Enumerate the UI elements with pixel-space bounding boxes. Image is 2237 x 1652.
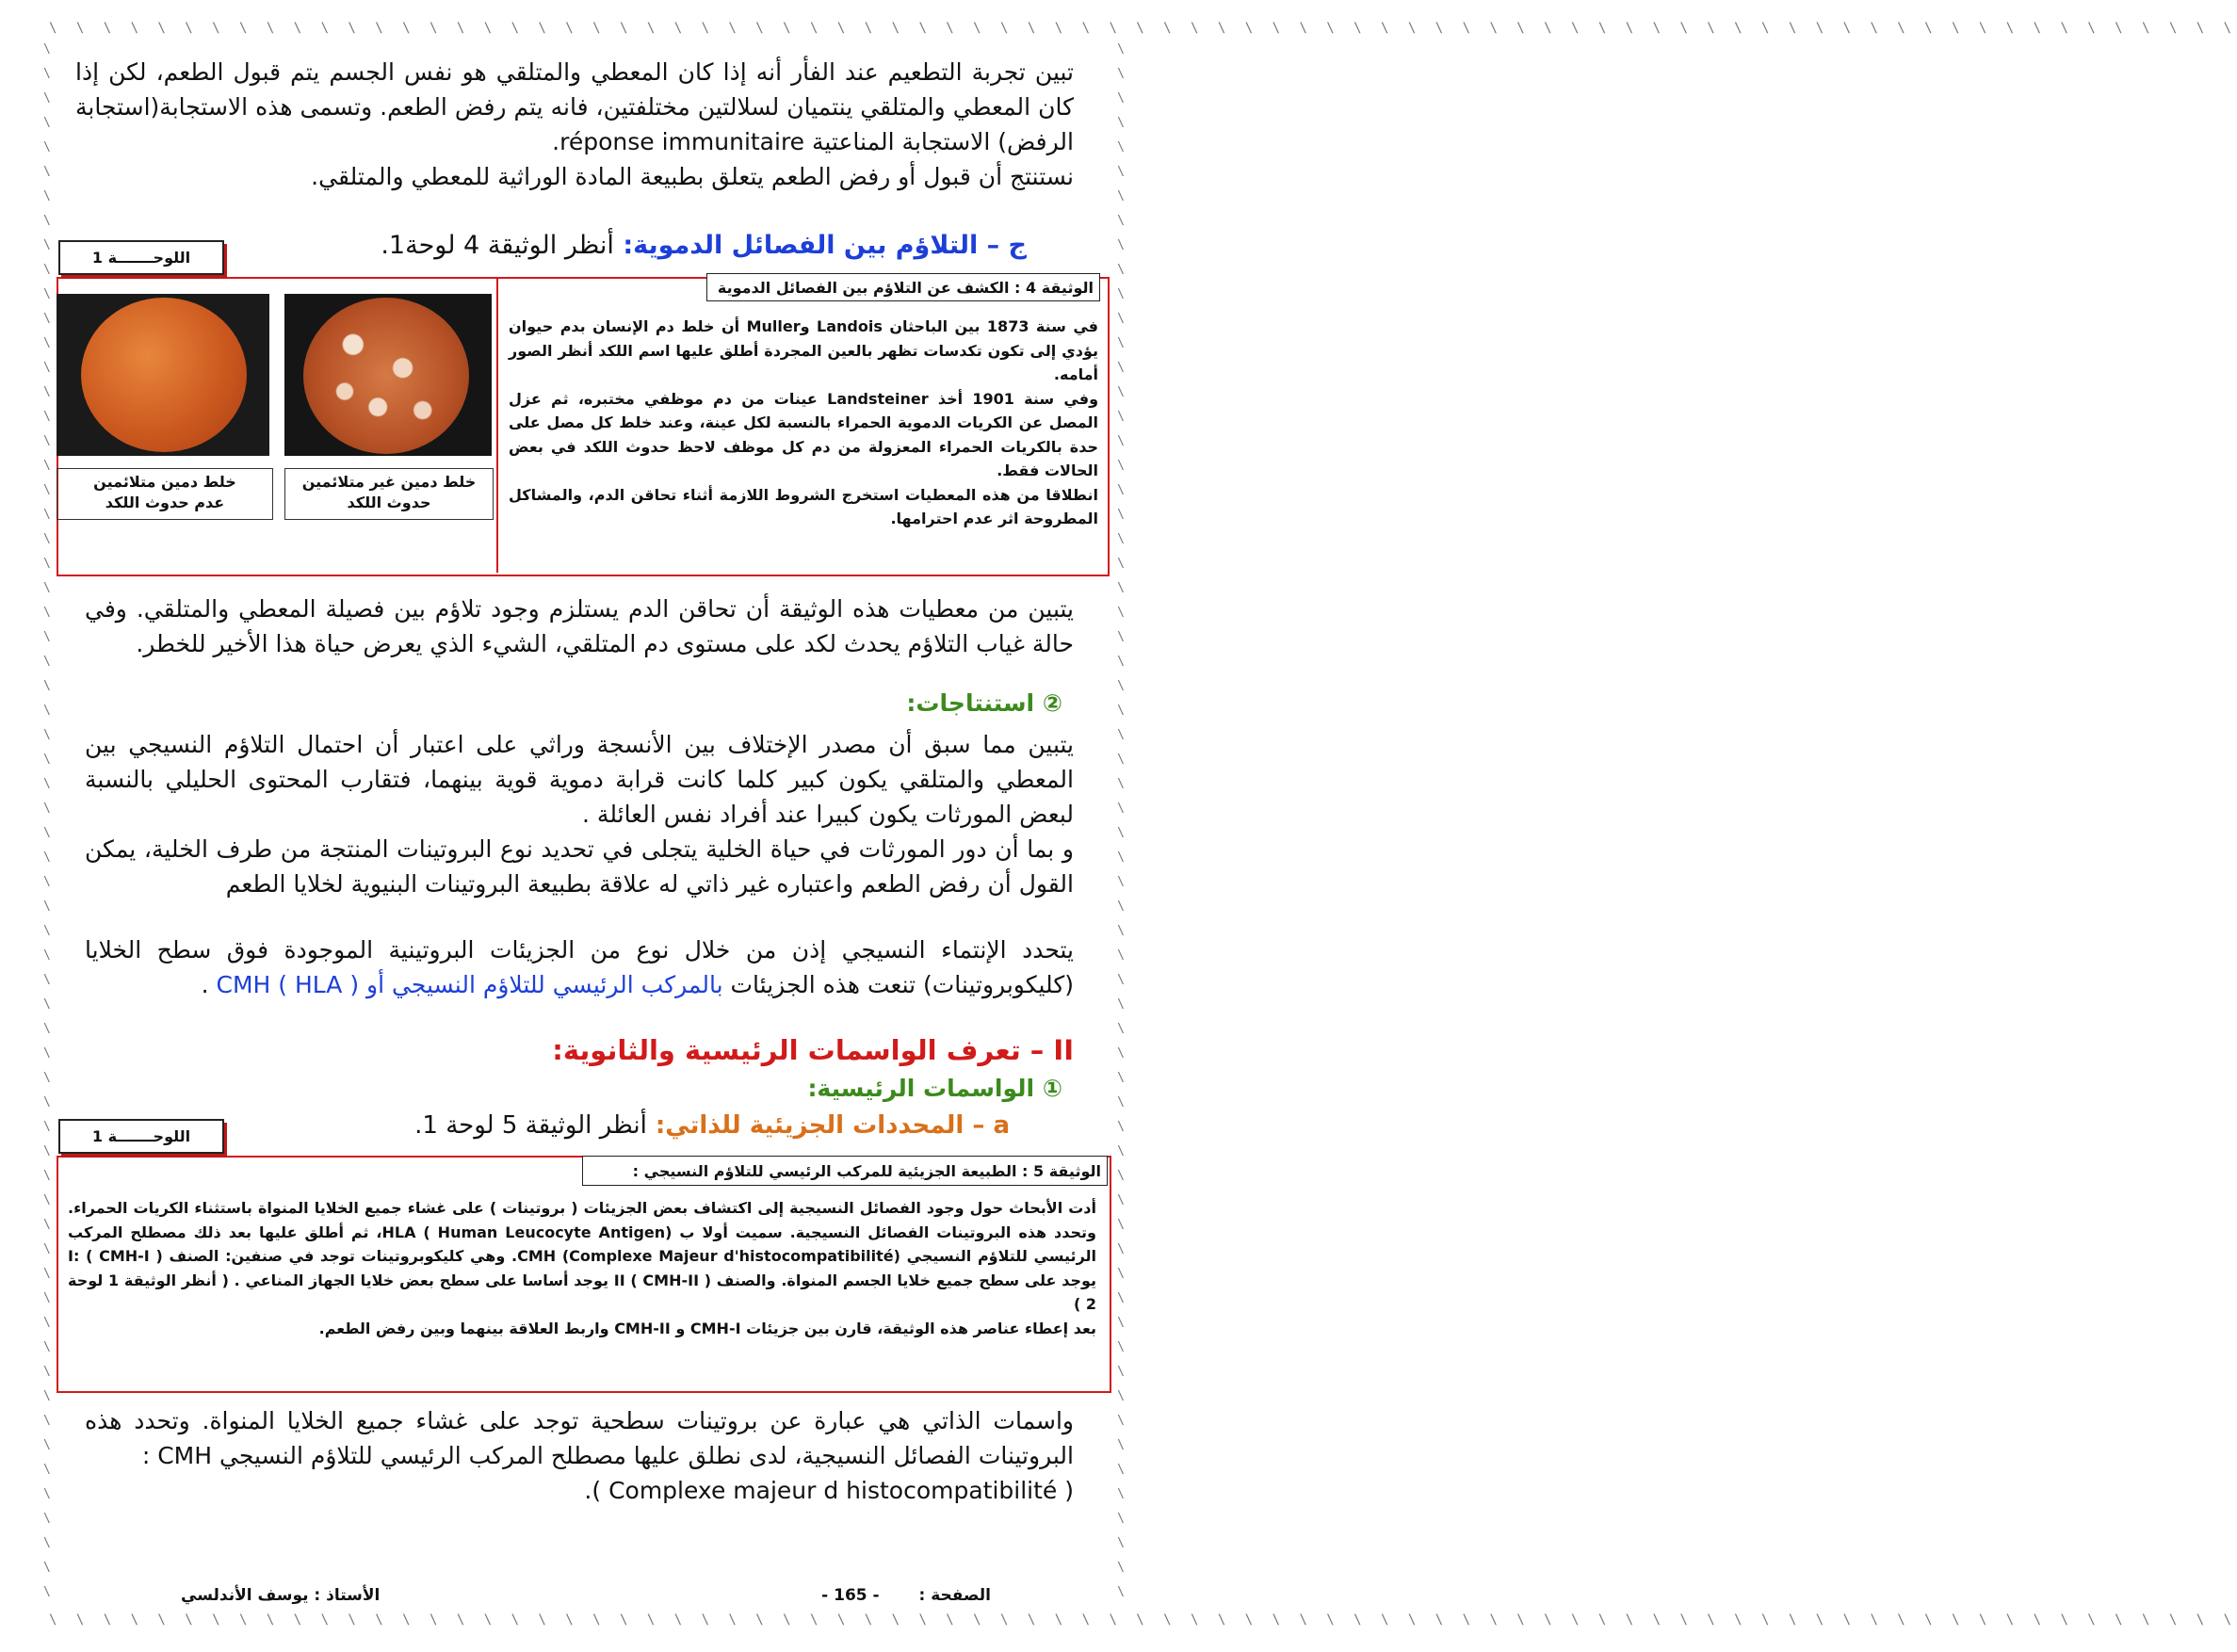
conclusions-text-3a: يتحدد الإنتماء النسيجي إذن من خلال نوع من الجزيئات البروتينية الموجودة فوق سطح الخلايا (كليكوبروتينات) تنعت هذه الجزيئات [85, 936, 1074, 998]
conclusions-title: استنتاجات: [906, 689, 1035, 717]
caption-compatible [57, 468, 273, 520]
frame-bottom-border: \ \ \ \ \ \ \ \ \ \ \ \ \ \ \ \ \ \ \ \ \ \ \ \ \ \ \ \ \ \ \ \ \ \ \ \ \ \ \ \ \ \ \ \ \ \ \ \ \ \ \ \ \ \ \ \ \ \ \ \ \ \ \ \ \ \ \ \ \ \ \ \ \ \ \ \ \ \ \ \ \ [49, 1612, 2237, 1628]
section-a-heading [414, 1111, 1010, 1140]
page-label: الصفحة : [918, 1586, 991, 1605]
conclusions-text-1: يتبين مما سبق أن مصدر الإختلاف بين الأنسجة وراثي على اعتبار أن احتمال التلاؤم النسيجي بين المعطي والمتلقي يكون كبير كلما كانت قرابة دموية قوية بينهما، فتقارب المحتوى الحليلي بالنسبة لبعض المورثات يكون كبيرا عند أفراد نفس العائلة . [85, 731, 1074, 828]
intro-text-1: تبين تجربة التطعيم عند الفأر أنه إذا كان المعطي والمتلقي هو نفس الجسم يتم قبول الطعم، لكن إذا كان المعطي والمتلقي ينتميان لسلالتين مختلفتين، فانه يتم رفض الطعم. وتسمى هذه الاستجابة(استجابة الرفض) الاستجابة المناعتية réponse immunitaire. [75, 58, 1074, 155]
photo-compatible-blood-image [81, 298, 247, 452]
document-5-text [68, 1196, 1096, 1340]
document-4-divider [496, 279, 498, 573]
board-2-tag: اللوحـــــــة 1 [58, 1119, 224, 1154]
intro-paragraph [75, 55, 1074, 194]
frame-left-border: \ \ \ \ \ \ \ \ \ \ \ \ \ \ \ \ \ \ \ \ \ \ \ \ \ \ \ \ \ \ \ \ \ \ \ \ \ \ \ \ \ \ \ \ \ \ \ \ \ \ \ \ \ \ \ \ \ \ \ \ \ \ \ \ [43, 42, 51, 1599]
document-4-title: الوثيقة 4 : الكشف عن التلاؤم بين الفصائل الدموية [706, 273, 1100, 301]
section-a-title: a – المحددات الجزيئية للذاتي: [655, 1111, 1010, 1140]
main-markers-title: الواسمات الرئيسية: [807, 1075, 1035, 1102]
document-5-body: أدت الأبحاث حول وجود الفصائل النسيجية إلى اكتشاف بعض الجزيئات ( بروتينات ) على غشاء جميع الخلايا المنواة باستثناء الكريات الحمراء. وتحدد هذه البروتينات الفصائل النسيجية. سميت أولا ب HLA ( Human Leucocyte Antigen)، ثم أطلق عليها بعد ذلك مصطلح المركب الرئيسي للتلاؤم النسيجي CMH (Complexe Majeur d'histocompatibilité). وهي كليكوبروتينات توجد في صنفين: الصنف I: ( CMH-I ) يوجد على سطح جميع خلايا الجسم المنواة. والصنف II ( CMH-II ) يوجد أساسا على سطح بعض خلايا الجهاز المناعي . ( أنظر الوثيقة 1 لوحة 2 ) [68, 1199, 1097, 1313]
caption-compatible-line-2: عدم حدوث اللكد [105, 494, 225, 511]
cmh-hla-term: بالمركب الرئيسي للتلاؤم النسيجي أو CMH ( HLA ) [216, 971, 723, 998]
conclusions-text-3c: . [201, 971, 217, 998]
document-4-text [509, 315, 1098, 531]
page-number: - 165 - [821, 1586, 880, 1605]
section-II-heading: II – تعرف الواسمات الرئيسية والثانوية: [552, 1034, 1074, 1066]
caption-compatible-line-1: خلط دمين متلائمين [93, 473, 236, 491]
section-j-title: ج – التلاؤم بين الفصائل الدموية: [623, 231, 1027, 260]
closing-text-1: واسمات الذاتي هي عبارة عن بروتينات سطحية توجد على غشاء جميع الخلايا المنواة. وتحدد هذه البروتينات الفصائل النسيجية، لدى نطلق عليها مصطلح المركب الرئيسي للتلاؤم النسيجي CMH : [85, 1407, 1074, 1469]
caption-incompatible-line-2: حدوث اللكد [347, 494, 431, 511]
document-4-text-1: في سنة 1873 بين الباحثان Landois وMuller أن خلط دم الإنسان بدم حيوان يؤدي إلى تكون تكدسات تظهر بالعين المجردة أطلق عليها اسم اللكد أنظر الصور أمامه. [509, 317, 1098, 383]
conclusions-heading [906, 689, 1062, 717]
conclusions-number: ② [1042, 689, 1062, 717]
intro-text-2: نستنتج أن قبول أو رفض الطعم يتعلق بطبيعة المادة الوراثية للمعطي والمتلقي. [311, 163, 1074, 190]
caption-incompatible [284, 468, 494, 520]
conclusions-text-2: و بما أن دور المورثات في حياة الخلية يتجلى في تحديد نوع البروتينات المنتجة من طرف الخلية، يمكن القول أن رفض الطعم واعتباره غير ذاتي له علاقة بطبيعة البروتينات البنيوية لخلايا الطعم [85, 835, 1074, 898]
document-4-text-3: انطلاقا من هذه المعطيات استخرج الشروط اللازمة أثناء تحاقن الدم، والمشاكل المطروحة اثر عدم احترامها. [509, 485, 1098, 527]
conclusions-paragraph [85, 727, 1074, 901]
board-1-tag: اللوحـــــــة 1 [58, 240, 224, 275]
document-4-text-2: وفي سنة 1901 أخذ Landsteiner عينات من دم موظفي مختبره، ثم عزل المصل عن الكريات الدموية الحمراء بالنسبة لكل عينة، وعند خلط كل مصل على حدة بالكريات الحمراء المعزولة من دم كل موظف لاحظ حدوث اللكد في بعض الحالات فقط. [509, 389, 1099, 479]
section-j-heading [381, 231, 1027, 260]
document-5-task: بعد إعطاء عناصر هذه الوثيقة، قارن بين جزيئات CMH-I و CMH-II واربط العلاقة بينهما وبين رفض الطعم. [318, 1319, 1096, 1337]
photo-incompatible-blood-image [303, 298, 469, 454]
frame-right-border: \ \ \ \ \ \ \ \ \ \ \ \ \ \ \ \ \ \ \ \ \ \ \ \ \ \ \ \ \ \ \ \ \ \ \ \ \ \ \ \ \ \ \ \ \ \ \ \ \ \ \ \ \ \ \ \ \ \ \ \ \ \ \ \ [1117, 42, 1125, 1599]
footer-author: الأستاذ : يوسف الأندلسي [181, 1586, 381, 1605]
conclusions-paragraph-3 [85, 932, 1074, 1002]
section-j-ref: أنظر الوثيقة 4 لوحة1. [381, 231, 614, 260]
main-markers-heading [807, 1075, 1062, 1102]
closing-paragraph [85, 1403, 1074, 1508]
caption-incompatible-line-1: خلط دمين غير متلائمين [301, 473, 477, 491]
document-5-title: الوثيقة 5 : الطبيعة الجزيئية للمركب الرئيسي للتلاؤم النسيجي : [582, 1156, 1108, 1186]
document-4-interpretation: يتبين من معطيات هذه الوثيقة أن تحاقن الدم يستلزم وجود تلاؤم بين فصيلة المعطي والمتلقي. وفي حالة غياب التلاؤم يحدث لكد على مستوى دم المتلقي، الشيء الذي يعرض حياة هذا الأخير للخطر. [85, 595, 1074, 657]
frame-top-border: \ \ \ \ \ \ \ \ \ \ \ \ \ \ \ \ \ \ \ \ \ \ \ \ \ \ \ \ \ \ \ \ \ \ \ \ \ \ \ \ \ \ \ \ \ \ \ \ \ \ \ \ \ \ \ \ \ \ \ \ \ \ \ \ \ \ \ \ \ \ \ \ \ \ \ \ \ \ \ \ \ [49, 21, 2237, 36]
closing-text-2: ( Complexe majeur d histocompatibilité ). [584, 1477, 1074, 1504]
footer-page [821, 1586, 991, 1605]
section-a-ref: أنظر الوثيقة 5 لوحة 1. [414, 1111, 647, 1140]
main-markers-number: ① [1042, 1075, 1062, 1102]
